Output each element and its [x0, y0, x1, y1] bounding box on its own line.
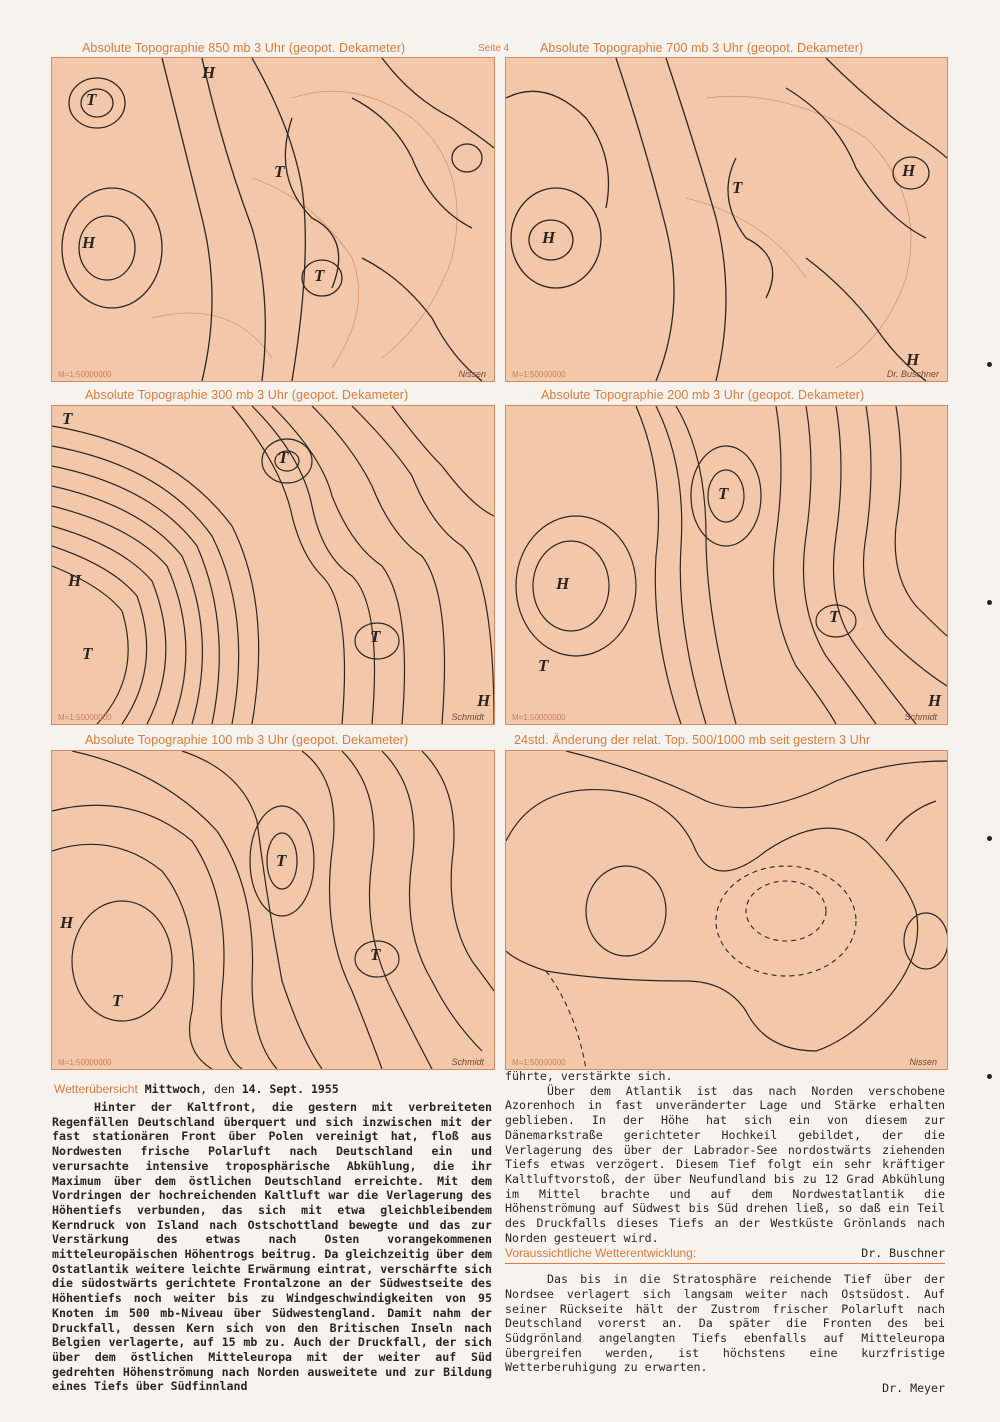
punch-hole — [987, 362, 992, 367]
forecast-text: Das bis in die Stratosphäre reichende Tief über der Nordsee verlagert sich langsam weiter nach Ostsüdost. Auf seiner Rückseite hält der Zustrom frischer Polarluft nach Deutschland vorerst an. Da später die Fronten des bei Südgrönland angelangten Tiefs ebenfalls auf Mitteleuropa übergreifen werden, ist höchstens eine kurzfristige Wetterberuhigung zu erwarten. — [505, 1272, 945, 1375]
forecast-heading-row — [505, 1246, 945, 1261]
map-author: Schmidt — [451, 712, 484, 722]
symbol-high: H — [928, 691, 942, 710]
map-100mb — [51, 750, 495, 1070]
map-author: Nissen — [458, 369, 486, 379]
contour-map-300mb — [52, 406, 494, 724]
symbol-low: T — [112, 991, 123, 1010]
contour-map-100mb — [52, 751, 494, 1069]
symbol-low: T — [62, 409, 73, 428]
report-date-prefix: , den — [200, 1082, 235, 1096]
map-author: Schmidt — [904, 712, 937, 722]
symbol-low: T — [538, 656, 549, 675]
report-label: Wetterübersicht — [54, 1082, 138, 1096]
symbol-high: H — [68, 571, 82, 590]
map-scale: M=1:50000000 — [58, 370, 112, 379]
symbol-low: T — [370, 627, 381, 646]
punch-hole — [987, 836, 992, 841]
contour-map-700mb — [506, 58, 947, 381]
symbol-low: T — [276, 851, 287, 870]
map-200mb — [505, 405, 948, 725]
map-scale: M=1:50000000 — [512, 370, 566, 379]
contour-map-850mb — [52, 58, 494, 381]
punch-hole — [987, 600, 992, 605]
panel-title-850mb: Absolute Topographie 850 mb 3 Uhr (geopot. Dekameter) — [82, 41, 406, 55]
report-day: Mittwoch — [144, 1082, 201, 1096]
forecast-underline — [505, 1263, 945, 1264]
symbol-low: T — [82, 644, 93, 663]
map-700mb — [505, 57, 948, 382]
panel-title-change-500-1000: 24std. Änderung der relat. Top. 500/1000 mb seit gestern 3 Uhr — [514, 733, 871, 747]
report-left-column — [52, 1100, 492, 1394]
symbol-low: T — [829, 607, 840, 626]
map-300mb — [51, 405, 495, 725]
report-header — [54, 1082, 339, 1096]
map-scale: M=1:50000000 — [512, 1058, 566, 1067]
symbol-low: T — [278, 448, 289, 467]
map-scale: M=1:50000000 — [512, 713, 566, 722]
map-change-500-1000 — [505, 750, 948, 1070]
symbol-high: H — [542, 228, 556, 247]
panel-title-100mb: Absolute Topographie 100 mb 3 Uhr (geopot. Dekameter) — [85, 733, 409, 747]
report-date: 14. Sept. 1955 — [241, 1082, 339, 1096]
symbol-low: T — [274, 162, 285, 181]
symbol-high: H — [60, 913, 74, 932]
contour-map-200mb — [506, 406, 947, 724]
symbol-low: T — [732, 178, 743, 197]
panel-title-700mb: Absolute Topographie 700 mb 3 Uhr (geopot. Dekameter) — [540, 41, 864, 55]
map-author: Nissen — [909, 1057, 937, 1067]
symbol-high: H — [902, 161, 916, 180]
panel-title-300mb: Absolute Topographie 300 mb 3 Uhr (geopot. Dekameter) — [85, 388, 409, 402]
symbol-high: H — [82, 233, 96, 252]
author-buschner: Dr. Buschner — [861, 1246, 945, 1261]
report-paragraph-continued: führte, verstärkte sich. — [505, 1069, 673, 1083]
symbol-high: H — [202, 63, 216, 82]
map-author: Schmidt — [451, 1057, 484, 1067]
symbol-low: T — [370, 945, 381, 964]
forecast-label: Voraussichtliche Wetterentwicklung: — [505, 1246, 697, 1261]
map-850mb — [51, 57, 495, 382]
panel-title-200mb: Absolute Topographie 200 mb 3 Uhr (geopot. Dekameter) — [541, 388, 865, 402]
symbol-low: T — [718, 484, 729, 503]
punch-hole — [987, 1074, 992, 1079]
report-paragraph: Hinter der Kaltfront, die gestern mit verbreiteten Regenfällen Deutschland überquert und sich inzwischen mit der fast stationären Front über Polen vereinigt hat, floß aus Nordwesten frische Polarluft nach Deutschland ein und verursachte intensive troposphärische Abkühlung, die ihr Maximum über dem östlichen Deutschland erreichte. Mit dem Vordringen der hochreichenden Kaltluft war die Verlagerung des Höhentiefs verbunden, das sich mit etwa gleichbleibendem Kerndruck von Island nach Ostschottland bewegte und das zur Verstärkung des etwas nach Osten vorangekommenen mitteleuropäischen Höhentrogs beitrug. Da gleichzeitig über dem Ostatlantik weitere leichte Erwärmung eintrat, verschärfte sich die südostwärts gerichtete Frontalzone an der Südwestseite des Höhentiefs noch weiter bis zu Windgeschwindigkeiten von 95 Knoten im 500 mb-Niveau über Südwestengland. Damit nahm der Druckfall, dessen Kern sich von den Britischen Inseln nach Belgien verlagerte, auf 15 mb zu. Auch der Druckfall, der sich über dem östlichen Mitteleuropa mit der weiter auf Süd gedrehten Höhenströmung nach Norden ausweitete und zur Bildung eines Tiefs über Südfinnland — [52, 1100, 492, 1394]
author-meyer: Dr. Meyer — [882, 1381, 945, 1396]
map-scale: M=1:50000000 — [58, 713, 112, 722]
report-paragraph: Über dem Atlantik ist das nach Norden verschobene Azorenhoch in fast unveränderter Lage und Stärke erhalten geblieben. In der Höhe hat sich ein von diesem zur Dänemarkstraße gerichteter Hochkeil gebildet, der die Verlagerung des über der Labrador-See nordostwärts ziehenden Tiefs etwas verzögert. Diesem Tief folgt ein sehr kräftiger Kaltluftvorstoß, der über Neufundland bis zu 12 Grad Abkühlung im Mittel brachte und auf dem Nordwestatlantik die Höhenströmung auf Südwest bis Süd drehen ließ, so daß ein Teil des Druckfalls dieses Tiefs an der Westküste Grönlands nach Norden gesteuert wird. — [505, 1083, 945, 1245]
symbol-high: H — [477, 691, 491, 710]
symbol-low: T — [86, 90, 97, 109]
symbol-high: H — [556, 574, 570, 593]
contour-map-change — [506, 751, 947, 1069]
symbol-low: T — [314, 266, 325, 285]
report-right-column — [505, 1069, 945, 1396]
map-scale: M=1:50000000 — [58, 1058, 112, 1067]
symbol-high: H — [906, 350, 920, 369]
page-number: Seite 4 — [478, 43, 510, 54]
map-author: Dr. Buschner — [886, 369, 939, 379]
